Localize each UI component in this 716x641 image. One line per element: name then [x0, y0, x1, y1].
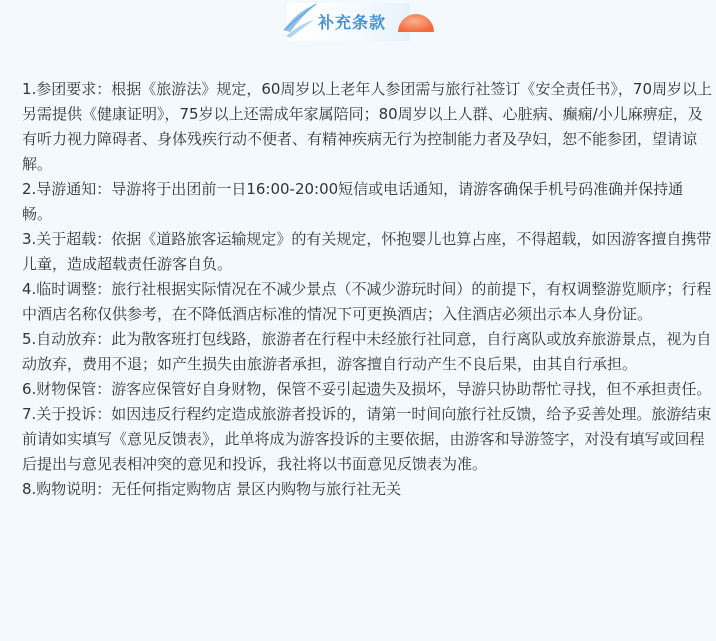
section-header [0, 0, 716, 60]
bamboo-leaf-icon [280, 0, 320, 40]
clause-participation-requirements: 1.参团要求：根据《旅游法》规定，60周岁以上老年人参团需与旅行社签订《安全责任书》，70周岁以上另需提供《健康证明》，75岁以上还需成年家属陪同；80周岁以上人群、心脏病、癫痫/小儿麻痹症，及有听力视力障碍者、身体残疾行动不便者、有精神疾病无行为控制能力者及孕妇，恕不能参团，望请谅解。 [22, 80, 712, 173]
clause-shopping: 8.购物说明：无任何指定购物店 景区内购物与旅行社无关 [22, 480, 402, 498]
clause-temporary-adjustment: 4.临时调整：旅行社根据实际情况在不减少景点（不减少游玩时间）的前提下，有权调整游览顺序；行程中酒店名称仅供参考，在不降低酒店标准的情况下可更换酒店；入住酒店必须出示本人身份证。 [22, 280, 712, 323]
sun-icon [396, 4, 436, 36]
clause-complaints: 7.关于投诉：如因违反行程约定造成旅游者投诉的，请第一时间向旅行社反馈，给予妥善处理。旅游结束前请如实填写《意见反馈表》，此单将成为游客投诉的主要依据，由游客和导游签字，对没有填写或回程后提出与意见表相冲突的意见和投诉，我社将以书面意见反馈表为准。 [22, 405, 712, 473]
clause-overload: 3.关于超载：依据《道路旅客运输规定》的有关规定，怀抱婴儿也算占座，不得超载，如因游客擅自携带儿童，造成超载责任游客自负。 [22, 230, 712, 273]
clause-guide-notice: 2.导游通知：导游将于出团前一日16:00-20:00短信或电话通知，请游客确保手机号码准确并保持通畅。 [22, 180, 684, 223]
clause-property-custody: 6.财物保管：游客应保管好自身财物，保管不妥引起遗失及损坏，导游只协助帮忙寻找，但不承担责任。 [22, 380, 712, 398]
clause-list [22, 77, 712, 502]
section-title: 补充条款 [318, 13, 387, 32]
clause-automatic-waiver: 5.自动放弃：此为散客班打包线路，旅游者在行程中未经旅行社同意，自行离队或放弃旅游景点，视为自动放弃，费用不退；如产生损失由旅游者承担，游客擅自行动产生不良后果，由其自行承担。 [22, 330, 712, 373]
